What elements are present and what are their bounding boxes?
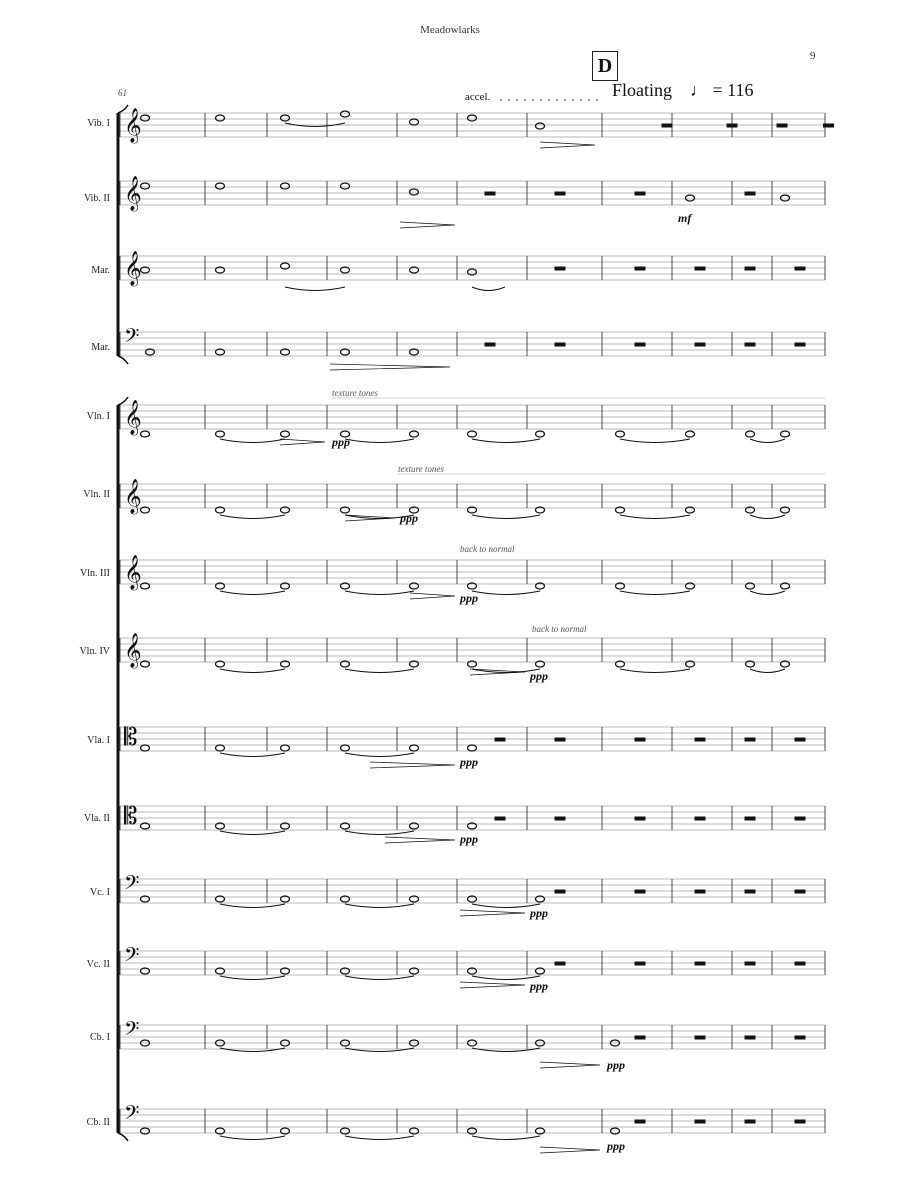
- tie: [345, 439, 414, 443]
- whole-rest: [745, 1036, 755, 1039]
- whole-rest: [795, 738, 805, 741]
- instrument-label: Vc. I: [90, 887, 110, 898]
- whole-rest: [695, 267, 705, 270]
- whole-rest: [695, 1120, 705, 1123]
- instrument-label: Vc. II: [86, 959, 110, 970]
- tie: [220, 515, 285, 519]
- tie: [220, 1048, 285, 1052]
- tie: [345, 753, 414, 757]
- bass-clef-icon: 𝄢: [124, 1019, 140, 1045]
- tie: [220, 669, 285, 673]
- whole-rest: [795, 343, 805, 346]
- note: [341, 183, 350, 189]
- tie: [472, 591, 540, 595]
- instrument-label: Vln. III: [80, 568, 110, 579]
- rehearsal-mark: D: [592, 51, 618, 81]
- note: [536, 431, 545, 437]
- whole-rest: [745, 738, 755, 741]
- whole-rest: [495, 738, 505, 741]
- whole-rest: [695, 1036, 705, 1039]
- note: [141, 115, 150, 121]
- note: [686, 195, 695, 201]
- tie: [472, 439, 540, 443]
- instrument-label: Mar.: [91, 342, 110, 353]
- whole-rest: [745, 1120, 755, 1123]
- score-annotations: [331, 100, 825, 1153]
- whole-rest: [795, 817, 805, 820]
- whole-rest: [727, 124, 737, 127]
- whole-rest: [745, 192, 755, 195]
- tie: [750, 515, 785, 519]
- page-number: 9: [810, 50, 816, 62]
- tie: [220, 976, 285, 980]
- whole-rest: [555, 343, 565, 346]
- whole-rest: [695, 343, 705, 346]
- notes: [141, 111, 834, 1153]
- tie: [285, 287, 345, 291]
- tie: [220, 591, 285, 595]
- bass-clef-icon: 𝄢: [124, 1103, 140, 1129]
- quarter-note-icon: ♩: [690, 80, 708, 100]
- note: [341, 111, 350, 117]
- diminuendo-hairpin: [460, 982, 525, 988]
- whole-rest: [662, 124, 672, 127]
- accel-marking: accel.: [465, 91, 491, 103]
- score-title: Meadowlarks: [420, 24, 480, 36]
- bar-number: 61: [118, 88, 127, 98]
- note: [216, 115, 225, 121]
- staff-lines: [120, 113, 825, 1133]
- texture-tones-label: texture tones: [398, 464, 444, 474]
- whole-rest: [555, 817, 565, 820]
- note: [686, 431, 695, 437]
- whole-rest: [635, 962, 645, 965]
- whole-rest: [635, 192, 645, 195]
- whole-rest: [795, 1036, 805, 1039]
- note: [281, 431, 290, 437]
- tie: [345, 976, 414, 980]
- whole-rest: [795, 1120, 805, 1123]
- whole-rest: [745, 890, 755, 893]
- clefs: [124, 108, 142, 1129]
- bass-clef-icon: 𝄢: [124, 326, 140, 352]
- tie: [750, 669, 785, 673]
- whole-rest: [555, 890, 565, 893]
- tie: [220, 439, 285, 443]
- tempo-bpm: = 116: [712, 80, 754, 100]
- note: [141, 183, 150, 189]
- tie: [620, 515, 690, 519]
- instrument-label: Cb. I: [90, 1032, 110, 1043]
- whole-rest: [635, 890, 645, 893]
- instrument-label: Vln. II: [83, 489, 110, 500]
- instrument-label: Vib. I: [87, 118, 110, 129]
- whole-rest: [495, 817, 505, 820]
- tie: [472, 1136, 540, 1140]
- dynamic-ppp: ppp: [530, 979, 548, 993]
- whole-rest: [745, 962, 755, 965]
- tie: [220, 831, 285, 835]
- whole-rest: [635, 1120, 645, 1123]
- diminuendo-hairpin: [410, 593, 455, 599]
- tie: [345, 591, 414, 595]
- back-to-normal-label: back to normal: [532, 624, 587, 634]
- bass-clef-icon: 𝄢: [124, 873, 140, 899]
- diminuendo-hairpin: [280, 439, 325, 445]
- texture-tones-label: texture tones: [332, 388, 378, 398]
- note: [616, 431, 625, 437]
- note: [281, 115, 290, 121]
- whole-rest: [695, 738, 705, 741]
- treble-clef-icon: 𝄞: [124, 556, 142, 589]
- dynamic-ppp: ppp: [400, 511, 418, 525]
- treble-clef-icon: 𝄞: [124, 109, 142, 142]
- tie: [345, 831, 414, 835]
- instrument-label: Vla. II: [83, 813, 110, 824]
- note: [281, 183, 290, 189]
- instrument-label: Vln. I: [86, 411, 110, 422]
- diminuendo-hairpin: [370, 762, 455, 768]
- dynamic-ppp: ppp: [530, 906, 548, 920]
- whole-rest: [695, 962, 705, 965]
- whole-rest: [635, 738, 645, 741]
- note: [468, 745, 477, 751]
- note: [468, 431, 477, 437]
- tie: [620, 591, 690, 595]
- diminuendo-hairpin: [540, 1062, 600, 1068]
- note: [216, 431, 225, 437]
- diminuendo-hairpin: [540, 142, 595, 148]
- diminuendo-hairpin: [385, 837, 455, 843]
- alto-clef-icon: 𝄡: [124, 804, 138, 830]
- tie: [345, 904, 414, 908]
- treble-clef-icon: 𝄞: [124, 401, 142, 434]
- tie: [750, 591, 785, 595]
- whole-rest: [795, 890, 805, 893]
- diminuendo-hairpin: [400, 222, 455, 228]
- treble-clef-icon: 𝄞: [124, 480, 142, 513]
- diminuendo-hairpin: [330, 364, 450, 370]
- dynamic-ppp: ppp: [607, 1139, 625, 1153]
- note: [141, 745, 150, 751]
- whole-rest: [485, 343, 495, 346]
- whole-rest: [795, 267, 805, 270]
- treble-clef-icon: 𝄞: [124, 634, 142, 667]
- dynamic-ppp: ppp: [332, 435, 350, 449]
- whole-rest: [745, 343, 755, 346]
- whole-rest: [777, 124, 787, 127]
- whole-rest: [555, 192, 565, 195]
- bracket-cap: [118, 356, 128, 364]
- dynamic-ppp: ppp: [530, 669, 548, 683]
- tie: [220, 1136, 285, 1140]
- whole-rest: [635, 343, 645, 346]
- note: [746, 431, 755, 437]
- note: [216, 745, 225, 751]
- note: [216, 183, 225, 189]
- whole-rest: [795, 962, 805, 965]
- barlines: [120, 113, 825, 1133]
- tie: [220, 904, 285, 908]
- note: [281, 745, 290, 751]
- whole-rest: [695, 890, 705, 893]
- whole-rest: [555, 962, 565, 965]
- tie: [345, 669, 414, 673]
- back-to-normal-label: back to normal: [460, 544, 515, 554]
- note: [410, 431, 419, 437]
- instrument-label: Vln. IV: [79, 646, 110, 657]
- tie: [472, 515, 540, 519]
- tie: [620, 439, 690, 443]
- note: [341, 745, 350, 751]
- tie: [345, 1136, 414, 1140]
- bass-clef-icon: 𝄢: [124, 945, 140, 971]
- note: [781, 195, 790, 201]
- tie: [345, 1048, 414, 1052]
- note: [410, 745, 419, 751]
- note: [141, 431, 150, 437]
- dynamic-mf: mf: [678, 211, 692, 225]
- instrument-label: Vla. I: [87, 735, 110, 746]
- note: [536, 123, 545, 129]
- tempo-marking: Floating: [612, 80, 673, 100]
- dynamic-ppp: ppp: [460, 832, 478, 846]
- tie: [750, 439, 785, 443]
- tie: [620, 669, 690, 673]
- instrument-label: Cb. II: [86, 1117, 110, 1128]
- tie: [472, 287, 505, 291]
- whole-rest: [745, 267, 755, 270]
- diminuendo-hairpin: [540, 1147, 600, 1153]
- whole-rest: [695, 817, 705, 820]
- treble-clef-icon: 𝄞: [124, 177, 142, 210]
- note: [410, 189, 419, 195]
- dynamic-ppp: ppp: [460, 755, 478, 769]
- whole-rest: [635, 267, 645, 270]
- whole-rest: [635, 817, 645, 820]
- tie: [220, 753, 285, 757]
- dynamic-ppp: ppp: [607, 1058, 625, 1072]
- whole-rest: [555, 267, 565, 270]
- instrument-label: Vib. II: [83, 193, 110, 204]
- whole-rest: [555, 738, 565, 741]
- whole-rest: [485, 192, 495, 195]
- instrument-label: Mar.: [91, 265, 110, 276]
- whole-rest: [824, 124, 834, 127]
- note: [410, 119, 419, 125]
- tie: [472, 1048, 540, 1052]
- treble-clef-icon: 𝄞: [124, 252, 142, 285]
- note: [468, 115, 477, 121]
- whole-rest: [635, 1036, 645, 1039]
- diminuendo-hairpin: [460, 910, 525, 916]
- whole-rest: [745, 817, 755, 820]
- alto-clef-icon: 𝄡: [124, 725, 138, 751]
- note: [781, 431, 790, 437]
- dynamic-ppp: ppp: [460, 591, 478, 605]
- bracket-cap: [118, 1133, 128, 1141]
